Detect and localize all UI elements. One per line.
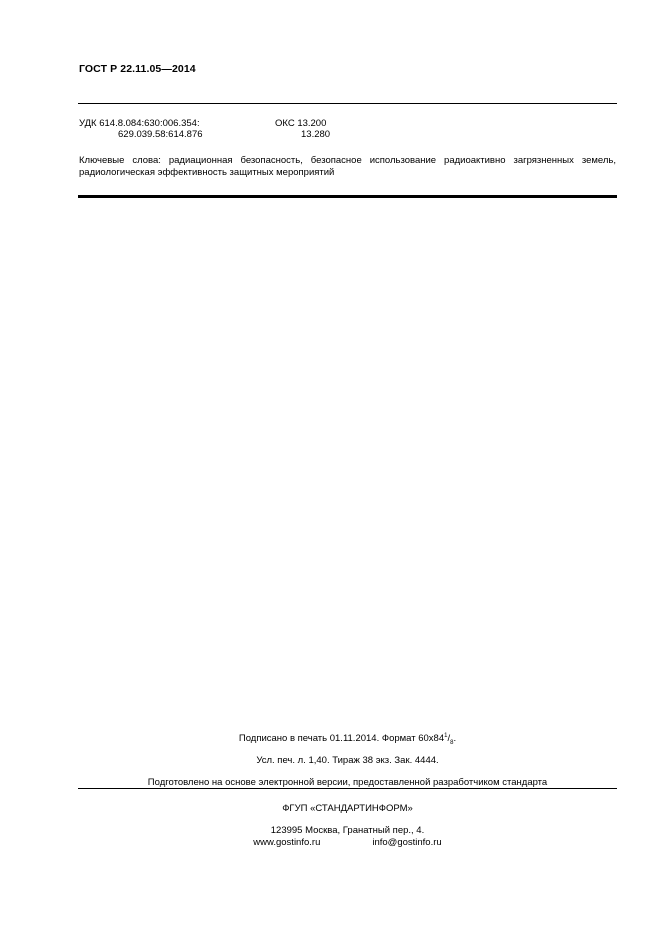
publisher-block	[78, 803, 617, 849]
top-divider	[78, 103, 617, 104]
bottom-divider	[78, 788, 617, 789]
prepared-note: Подготовлено на основе электронной версии, предоставленной разработчиком стандарта	[147, 777, 548, 788]
format-end: .	[453, 733, 457, 744]
signed-line	[78, 733, 617, 755]
keywords-text: Ключевые слова: радиационная безопасность, безопасное использование радиоактивно загрязненных земель, радиологическая эффективность защитных мероприятий	[79, 155, 616, 178]
email-link[interactable]: info@gostinfo.ru	[372, 837, 442, 848]
oks-line-2: 13.280	[301, 129, 331, 140]
imprint-block	[78, 733, 617, 799]
publisher-address: 123995 Москва, Гранатный пер., 4.	[270, 825, 425, 836]
udk-line-1: УДК 614.8.084:630:006.354:	[79, 118, 200, 129]
document-code: ГОСТ Р 22.11.05—2014	[79, 63, 196, 75]
signed-text: Подписано в печать 01.11.2014. Формат 60x84	[238, 733, 445, 744]
oks-line-1: ОКС 13.200	[275, 118, 327, 129]
website-link[interactable]: www.gostinfo.ru	[253, 837, 321, 848]
publisher-contacts	[78, 837, 617, 849]
keywords-divider	[78, 195, 617, 198]
format-sub: 8	[450, 739, 454, 746]
format-sup: 1	[444, 732, 448, 739]
publisher-name: ФГУП «СТАНДАРТИНФОРМ»	[282, 803, 413, 814]
udk-line-2: 629.039.58:614.876	[118, 129, 203, 140]
format-slash: /	[447, 733, 451, 744]
print-info: Усл. печ. л. 1,40. Тираж 38 экз. Зак. 4444.	[256, 755, 439, 766]
